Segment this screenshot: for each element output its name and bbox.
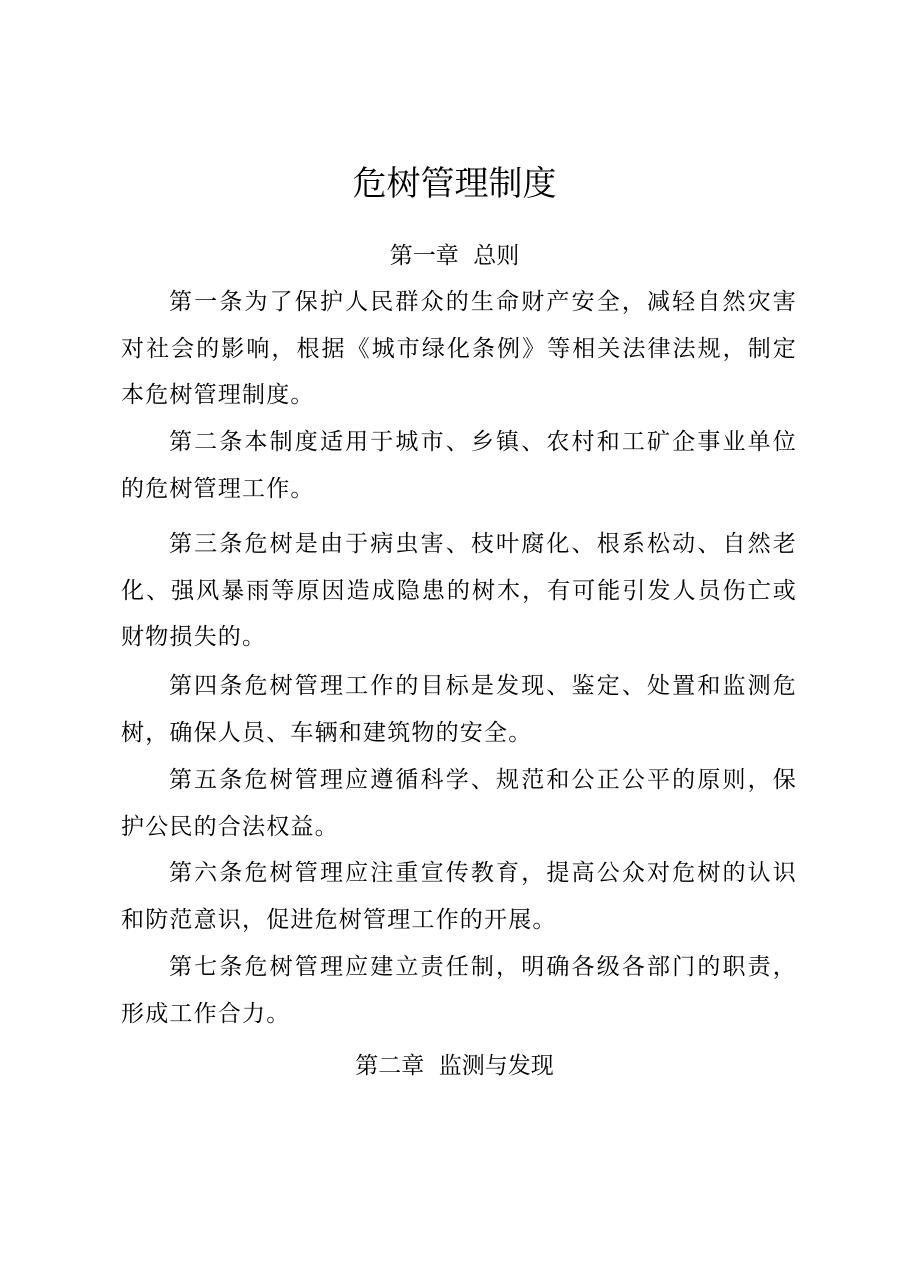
article-paragraph: 第五条危树管理应遵循科学、规范和公正公平的原则，保护公民的合法权益。 (121, 767, 797, 840)
article-paragraph: 第一条为了保护人民群众的生命财产安全，减轻自然灾害对社会的影响，根据《城市绿化条例》等相关法律法规，制定本危树管理制度。 (121, 289, 797, 408)
chapter-heading: 第二章 监测与发现 (355, 1053, 554, 1079)
article-paragraph: 第六条危树管理应注重宣传教育，提高公众对危树的认识和防范意识，促进危树管理工作的开展。 (121, 860, 797, 933)
article-paragraph: 第三条危树是由于病虫害、枝叶腐化、根系松动、自然老化、强风暴雨等原因造成隐患的树木，有可能引发人员伤亡或财物损失的。 (121, 531, 797, 650)
article-paragraph: 第二条本制度适用于城市、乡镇、农村和工矿企事业单位的危树管理工作。 (121, 429, 797, 502)
chapter-heading: 第一章 总则 (389, 243, 520, 269)
article-paragraph: 第七条危树管理应建立责任制，明确各级各部门的职责，形成工作合力。 (121, 954, 797, 1027)
article-paragraph: 第四条危树管理工作的目标是发现、鉴定、处置和监测危树，确保人员、车辆和建筑物的安全。 (121, 673, 797, 746)
document-title: 危树管理制度 (352, 164, 557, 204)
